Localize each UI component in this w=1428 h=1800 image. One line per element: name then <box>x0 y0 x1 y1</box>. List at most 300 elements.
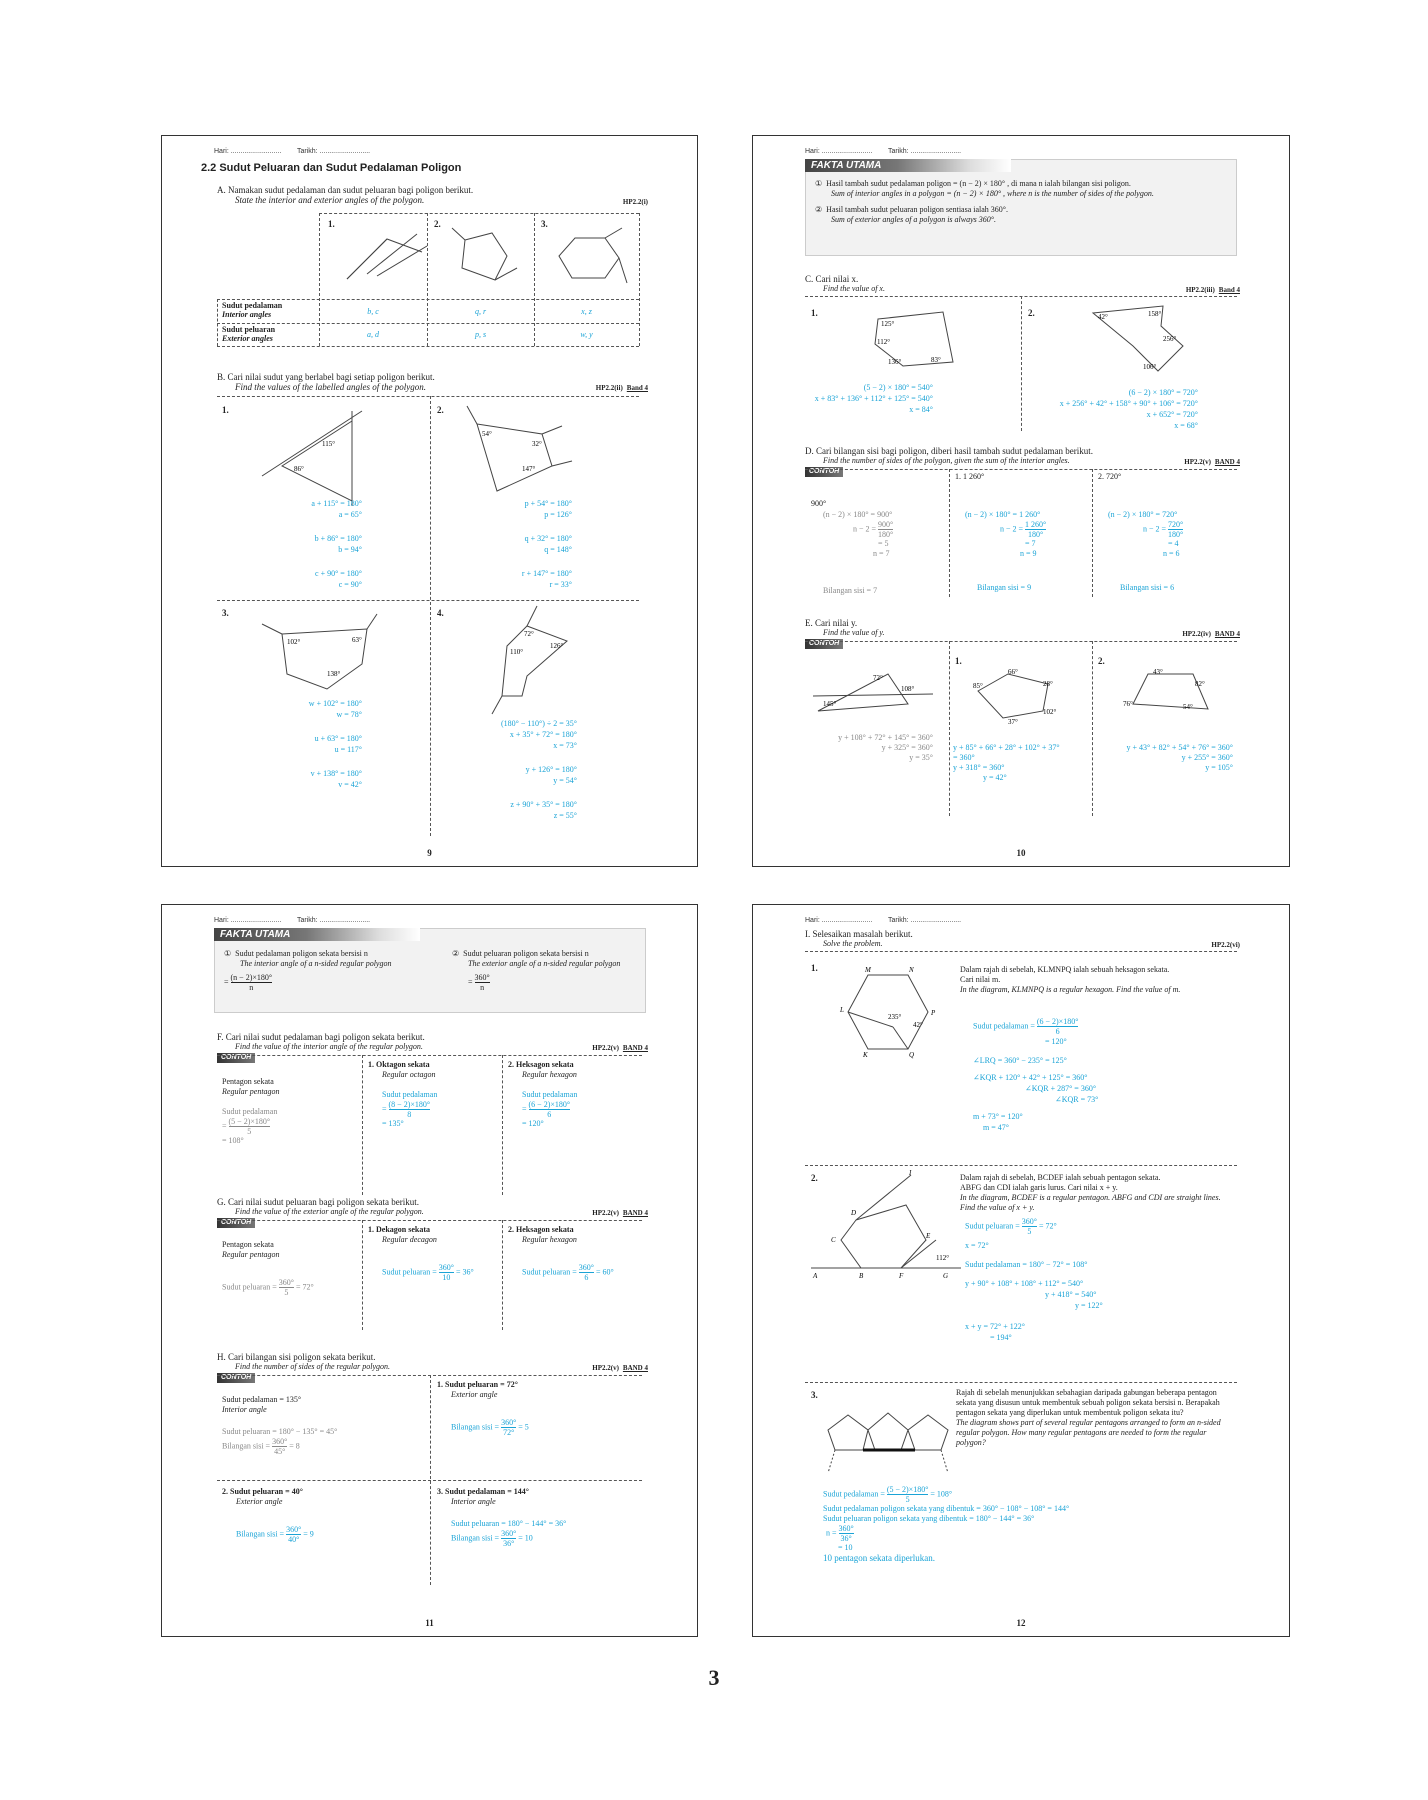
h-q3-english: Interior angle <box>451 1497 496 1506</box>
svg-text:L: L <box>840 1006 844 1014</box>
section-h-band: BAND 4 <box>622 1364 648 1372</box>
b-q3-line-4: u = 117° <box>334 745 362 754</box>
worksheet-page-9 <box>161 135 698 867</box>
e-a1-line-4: y = 42° <box>983 773 1007 782</box>
page-number: 9 <box>427 848 432 858</box>
worksheet-page-10: Hari: .......................... Tarikh: .......................... FAKTA UTAMA ① Hasil tambah sudut pedalaman poligon = (n − 2) × 180° , di mana n ialah bilangan sisi poligon. Sum of interior angles in a polygon = (n − 2) × 180° , where n is the number of sides of the polygon. ② Hasil tambah sudut peluaran poligon sentiasa ialah 360°. Sum of exterior angles of a polygon is always 360°. C. Cari nilai x. Find the value of x. HP2.2(iii) Band 4 1. 125° 112° 136° 83° 2. 42° 158° 256° 106° (5 − 2) × 180° = 540° x + 83° + 136° + 112° + 125° = 540° x = 84° (6 − 2) × 180° = 720° x + 256° + 42° + 158° + 90° + 106° = 720° x + 652° = 720° x = 68° D. Cari bilangan sisi bagi poligon, diberi hasil tambah sudut pedalaman berikut. Find the number of sides of the polygon, given the sum of the interior angles. HP2.2(v) BAND 4 CONTOH 900° (n − 2) × 180° = 900° n − 2 = $\frac{900^\circ}{180^\circ}$ = 5 n = 7 Bilangan sisi = 7 1. 1 260° (n − 2) × 180° = 1 260° n − 2 = $\frac{1 260^\circ}{180^\circ}$ = 7 n = 9 Bilangan sisi = 9 2. 720° (n − 2) × 180° = 720° n − 2 = $\frac{720^\circ}{180^\circ}$ = 4 n = 6 Bilangan sisi = 6 E. Cari nilai y. Find the value of y. HP2.2(iv) BAND 4 CONTOH 1. 2. 72° 108° 145° 85° 66° 28° 102° 37° 43° 82° 76° 54° y + 108° + 72° + 145° = 360° y + 325° = 360° y = 35° y + 85° + 66° + 28° + 102° + 37° = 360° y + 318° = 360° y = 42° y + 43° + 82° + 54° + 76° = 360° y + 255° = 360° y = 105° 10 <box>752 135 1290 867</box>
page-number: 10 <box>1016 848 1026 858</box>
fakta-banner: FAKTA UTAMA <box>214 928 420 941</box>
q3-n-pre: n = <box>826 1528 837 1538</box>
b-q2-line-3: q + 32° = 180° <box>524 534 572 543</box>
g-q2-den: 6 <box>584 1273 589 1282</box>
g-q1-english: Regular decagon <box>382 1235 437 1244</box>
section-e-band: BAND 4 <box>1214 630 1240 638</box>
g-example-answer: = 72° <box>295 1282 314 1292</box>
b-q4-line-6: z + 90° + 35° = 180° <box>510 800 577 809</box>
section-f-ref: HP2.2(v) <box>592 1044 619 1052</box>
svg-text:54°: 54° <box>482 430 492 438</box>
svg-text:72°: 72° <box>873 674 883 682</box>
d-q2-line-1: (n − 2) × 180° = 720° <box>1108 510 1178 519</box>
hari-field: Hari: .......................... <box>214 917 282 924</box>
section-f-band: BAND 4 <box>622 1044 648 1052</box>
section-h-question: H. Cari bilangan sisi poligon sekata berikut. <box>217 1352 376 1362</box>
section-i-question: I. Selesaikan masalah berikut. <box>805 929 913 939</box>
d-example-line-3: = 5 <box>878 539 889 548</box>
fakta-1-den: n <box>249 983 254 992</box>
fakta-1-en: Sum of interior angles in a polygon = (n − 2) × 180° , where n is the number of sides of the polygon. <box>831 189 1154 198</box>
svg-text:66°: 66° <box>1008 668 1018 676</box>
q2-line-7: = 194° <box>990 1333 1012 1342</box>
g-q2-english: Regular hexagon <box>522 1235 577 1244</box>
table-col-2: 2. <box>434 219 441 229</box>
f-q2-den: 6 <box>547 1110 552 1119</box>
h-q2-num: 360° <box>286 1525 302 1534</box>
interior-answer-1: b, c <box>367 307 379 316</box>
d-q1-den: 180° <box>1028 530 1044 539</box>
q3-pre: Sudut pedalaman = <box>823 1489 885 1499</box>
page-number: 12 <box>1016 1618 1026 1628</box>
d-q1-line-4: n = 9 <box>1020 549 1037 558</box>
q1-text-1: Dalam rajah di sebelah, KLMNPQ ialah sebuah heksagon sekata. <box>960 965 1170 974</box>
d-q2-answer: Bilangan sisi = 6 <box>1120 583 1175 592</box>
b-q1-line-5: c + 90° = 180° <box>315 569 362 578</box>
fakta-banner: FAKTA UTAMA <box>805 159 1011 172</box>
h-q2-english: Exterior angle <box>236 1497 283 1506</box>
b-q4-line-3: x = 73° <box>553 741 577 750</box>
fakta-2-ms: Hasil tambah sudut peluaran poligon sentiasa ialah 360°. <box>826 205 1008 214</box>
g-q1-answer: = 36° <box>455 1267 474 1277</box>
e-a2-line-3: y = 105° <box>1205 763 1233 772</box>
e-a1-line-1: y + 85° + 66° + 28° + 102° + 37° <box>953 743 1060 752</box>
section-d-question: D. Cari bilangan sisi bagi poligon, diberi hasil tambah sudut pedalaman berikut. <box>805 446 1093 456</box>
svg-text:M: M <box>865 966 871 974</box>
h-q1-english: Exterior angle <box>451 1390 498 1399</box>
contoh-label: CONTOH <box>217 1218 255 1228</box>
q3-text-1: Rajah di sebelah menunjukkan sebahagian daripada gabungan beberapa pentagon sekata yang disusun untuk membentuk sebuah poligon sekata bersisi n. Berapakah pentagon sekata yang diperlukan untuk membentuk poligon sekata itu? <box>956 1388 1220 1417</box>
q3-line-2: Sudut peluaran poligon sekata yang dibentuk = 180° − 144° = 36° <box>823 1514 1035 1523</box>
svg-text:112°: 112° <box>936 1254 950 1262</box>
fakta-2-num: 360° <box>474 973 490 982</box>
q1-number: 1. <box>811 963 818 973</box>
f-q1-title: 1. Oktagon sekata <box>368 1060 430 1069</box>
b-q4-diagram <box>482 606 592 716</box>
q2-line-3: y + 90° + 108° + 108° + 112° = 540° <box>965 1279 1084 1288</box>
svg-text:85°: 85° <box>973 682 983 690</box>
q2-text-1: Dalam rajah di sebelah, BCDEF ialah sebuah pentagon sekata. <box>960 1173 1161 1182</box>
q2-line-4: y + 418° = 540° <box>1045 1290 1097 1299</box>
e-example-line-3: y = 35° <box>909 753 933 762</box>
g-example-num: 360° <box>278 1278 294 1287</box>
table-col-3: 3. <box>541 219 548 229</box>
svg-text:B: B <box>859 1272 864 1280</box>
section-b-band: Band 4 <box>626 384 648 392</box>
h-q3-answer: = 10 <box>518 1533 533 1543</box>
b-q2-line-6: r = 33° <box>549 580 572 589</box>
svg-text:110°: 110° <box>510 648 524 656</box>
fakta-2-en: Sum of exterior angles of a polygon is always 360°. <box>831 215 996 224</box>
svg-text:32°: 32° <box>532 440 542 448</box>
d-example-num: 900° <box>878 520 894 529</box>
q3-number: 3. <box>811 1390 818 1400</box>
table-col-1: 1. <box>328 219 335 229</box>
e-a2-line-1: y + 43° + 82° + 54° + 76° = 360° <box>1126 743 1233 752</box>
b-q3-number: 3. <box>222 608 229 618</box>
d-example-den: 180° <box>878 530 894 539</box>
c-a1-line-1: (5 − 2) × 180° = 540° <box>863 383 933 392</box>
q2-line-1: x = 72° <box>965 1241 989 1250</box>
q3-n-den: 36° <box>840 1534 852 1543</box>
contoh-label: CONTOH <box>805 467 843 477</box>
f-q1-answer: = 135° <box>382 1119 404 1128</box>
h-example-num: 360° <box>272 1437 288 1446</box>
q1-den: 6 <box>1055 1027 1060 1036</box>
d-q2-given: 2. 720° <box>1098 472 1122 481</box>
section-e-english: Find the value of y. <box>823 628 885 637</box>
e-a1-line-2: = 360° <box>953 753 975 762</box>
section-g-english: Find the value of the exterior angle of the regular polygon. <box>235 1207 424 1216</box>
h-q3-pre: Bilangan sisi = <box>451 1533 500 1543</box>
q3-line-1: Sudut pedalaman poligon sekata yang dibentuk = 360° − 108° − 108° = 144° <box>823 1504 1070 1513</box>
d-q1-given: 1. 1 260° <box>955 472 985 481</box>
triangle-diagram-1 <box>337 224 427 294</box>
contoh-label: CONTOH <box>805 639 843 649</box>
g-q2-pre: Sudut peluaran = <box>522 1267 577 1277</box>
fakta-1-num: (n − 2)×180° <box>230 973 273 982</box>
q1-line-2: ∠LRQ = 360° − 235° = 125° <box>973 1056 1067 1065</box>
svg-text:86°: 86° <box>294 465 304 473</box>
contoh-label: CONTOH <box>217 1053 255 1063</box>
svg-text:37°: 37° <box>1008 718 1018 726</box>
exterior-answer-3: w, y <box>580 330 593 339</box>
b-q1-number: 1. <box>222 405 229 415</box>
e-q2-diagram <box>1113 664 1223 724</box>
svg-text:43°: 43° <box>1153 668 1163 676</box>
g-example-english: Regular pentagon <box>222 1250 280 1259</box>
section-a-question: A. Namakan sudut pedalaman dan sudut peluaran bagi poligon berikut. <box>217 185 474 195</box>
q1-line-1: = 120° <box>1045 1037 1067 1046</box>
g-q2-answer: = 60° <box>595 1267 614 1277</box>
h-q3-line-1: Sudut peluaran = 180° − 144° = 36° <box>451 1519 567 1528</box>
svg-text:Q: Q <box>909 1051 915 1059</box>
svg-text:F: F <box>899 1272 904 1280</box>
worksheet-page-12 <box>752 904 1290 1637</box>
g-example-title: Pentagon sekata <box>222 1240 274 1249</box>
svg-text:112°: 112° <box>877 338 891 346</box>
sheet-number: 3 <box>708 1665 720 1690</box>
svg-text:D: D <box>851 1209 857 1217</box>
exterior-answer-1: a, d <box>367 330 379 339</box>
fakta-2-den: n <box>480 983 485 992</box>
c-a2-line-2: x + 256° + 42° + 158° + 90° + 106° = 720° <box>1059 399 1198 408</box>
svg-text:108°: 108° <box>901 685 915 693</box>
f-example-line-1: Sudut pedalaman <box>222 1107 278 1116</box>
c-q2-diagram <box>1083 301 1223 381</box>
h-q1-answer: = 5 <box>518 1422 529 1432</box>
b-q2-line-2: p = 126° <box>544 510 572 519</box>
f-q2-line-1: Sudut pedalaman <box>522 1090 578 1099</box>
q3-n-num: 360° <box>838 1524 854 1533</box>
row-interior-en: Interior angles <box>222 310 272 319</box>
h-example-given: Sudut pedalaman = 135° <box>222 1395 302 1404</box>
q1-line-6: m + 73° = 120° <box>973 1112 1023 1121</box>
section-g-band: BAND 4 <box>622 1209 648 1217</box>
row-exterior-label: Sudut peluaran <box>222 325 276 334</box>
e-a2-line-2: y + 255° = 360° <box>1181 753 1233 762</box>
g-q1-pre: Sudut peluaran = <box>382 1267 437 1277</box>
fakta-2-ms: Sudut peluaran poligon sekata bersisi n <box>463 949 589 958</box>
f-example-den: 5 <box>247 1127 252 1136</box>
d-example-given: 900° <box>811 499 827 508</box>
d-q2-eq: n − 2 = <box>1143 524 1167 534</box>
q2-line-5: y = 122° <box>1075 1301 1103 1310</box>
q2-number: 2. <box>811 1173 818 1183</box>
q1-line-4: ∠KQR + 287° = 360° <box>1025 1084 1097 1093</box>
section-f-english: Find the value of the interior angle of the regular polygon. <box>235 1042 423 1051</box>
hari-field: Hari: .......................... <box>214 148 282 155</box>
tarikh-field: Tarikh: .......................... <box>297 148 371 155</box>
svg-text:28°: 28° <box>1043 680 1053 688</box>
section-b-english: Find the values of the labelled angles of the polygon. <box>235 382 426 392</box>
d-example-line-1: (n − 2) × 180° = 900° <box>823 510 893 519</box>
svg-text:235°: 235° <box>888 1013 902 1021</box>
g-q2-num: 360° <box>578 1263 594 1272</box>
g-example-den: 5 <box>284 1288 289 1297</box>
q2-line-6: x + y = 72° + 122° <box>965 1322 1025 1331</box>
svg-text:N: N <box>909 966 914 974</box>
section-c-question: C. Cari nilai x. <box>805 274 859 284</box>
worksheet-page-11: Hari: .......................... Tarikh: .......................... FAKTA UTAMA ① Sudut pedalaman poligon sekata bersisi n The interior angle of a n-sided regular polygon = $\frac{(n - 2)\times 180^\circ}{n}$ ② Sudut peluaran poligon sekata bersisi n The exterior angle of a n-sided regular polygon = $\frac{360^\circ}{n}$ F. Cari nilai sudut pedalaman bagi poligon sekata berikut. Find the value of the interior angle of the regular polygon. HP2.2(v) BAND 4 CONTOH Pentagon sekata Regular pentagon Sudut pedalaman = $\frac{(5 - 2)\times 180^\circ}{5}$ = 108° 1. Oktagon sekata Regular octagon Sudut pedalaman = $\frac{(8 - 2)\times 180^\circ}{8}$ = 135° 2. Heksagon sekata Regular hexagon Sudut pedalaman = $\frac{(6 - 2)\times 180^\circ}{6}$ = 120° G. Cari nilai sudut peluaran bagi poligon sekata berikut. Find the value of the exterior angle of the regular polygon. HP2.2(v) BAND 4 CONTOH Pentagon sekata Regular pentagon Sudut peluaran = $\frac{360^\circ}{5}$ = 72° 1. Dekagon sekata Regular decagon Sudut peluaran = $\frac{360^\circ}{10}$ = 36° 2. Heksagon sekata Regular hexagon Sudut peluaran = $\frac{360^\circ}{6}$ = 60° H. Cari bilangan sisi poligon sekata berikut. Find the number of sides of the regular polygon. HP2.2(v) BAND 4 CONTOH Sudut pedalaman = 135° Interior angle Sudut peluaran = 180° − 135° = 45° Bilangan sisi = $\frac{360^\circ}{45^\circ}$ = 8 1. Sudut peluaran = 72° Exterior angle Bilangan sisi = $\frac{360^\circ}{72^\circ}$ = 5 2. Sudut peluaran = 40° Exterior angle Bilangan sisi = $\frac{360^\circ}{40^\circ}$ = 9 3. Sudut pedalaman = 144° Interior angle Sudut peluaran = 180° − 144° = 36° Bilangan sisi = $\frac{360^\circ}{36^\circ}$ = 10 11 <box>161 904 698 1637</box>
q1-pre: Sudut pedalaman = <box>973 1021 1035 1031</box>
q3-text-2: The diagram shows part of several regular pentagons arranged to form an n-sided regular polygon. How many regular pentagons are needed to form the regular polygon? <box>956 1418 1221 1447</box>
svg-text:102°: 102° <box>287 638 301 646</box>
svg-text:158°: 158° <box>1148 310 1162 318</box>
d-example-answer: Bilangan sisi = 7 <box>823 586 878 595</box>
d-q1-answer: Bilangan sisi = 9 <box>977 583 1032 592</box>
b-q1-line-3: b + 86° = 180° <box>314 534 362 543</box>
b-q3-line-2: w = 78° <box>336 710 362 719</box>
h-q1-given: 1. Sudut peluaran = 72° <box>437 1380 518 1389</box>
hari-field: Hari: .......................... <box>805 148 873 155</box>
svg-text:256°: 256° <box>1163 335 1177 343</box>
section-a-english: State the interior and exterior angles of the polygon. <box>235 195 425 205</box>
section-d-ref: HP2.2(v) <box>1184 458 1211 466</box>
section-c-ref: HP2.2(iii) <box>1185 286 1215 294</box>
f-q1-line-1: Sudut pedalaman <box>382 1090 438 1099</box>
svg-text:83°: 83° <box>931 356 941 364</box>
q2-pre: Sudut peluaran = <box>965 1221 1020 1231</box>
b-q3-line-5: v + 138° = 180° <box>310 769 362 778</box>
h-q3-num: 360° <box>501 1529 517 1538</box>
section-c-english: Find the value of x. <box>823 284 885 293</box>
pentagon-diagram-2 <box>447 228 527 288</box>
svg-text:54°: 54° <box>1183 703 1193 711</box>
d-q2-num: 720° <box>1168 520 1184 529</box>
fakta-1-ms: Sudut pedalaman poligon sekata bersisi n <box>235 949 368 958</box>
tarikh-field: Tarikh: .......................... <box>297 917 371 924</box>
svg-text:C: C <box>831 1236 836 1244</box>
hexagon-klmnpq-diagram <box>840 966 938 1059</box>
f-example-english: Regular pentagon <box>222 1087 280 1096</box>
d-q2-den: 180° <box>1168 530 1184 539</box>
q1-line-3: ∠KQR + 120° + 42° + 125° = 360° <box>973 1073 1088 1082</box>
section-d-band: BAND 4 <box>1214 458 1240 466</box>
svg-text:G: G <box>943 1272 949 1280</box>
d-example-line-4: n = 7 <box>873 549 890 558</box>
page-title: 2.2 Sudut Peluaran dan Sudut Pedalaman Poligon <box>201 162 462 174</box>
b-q1-line-4: b = 94° <box>338 545 362 554</box>
svg-text:A: A <box>813 1272 818 1280</box>
q3-line-3: = 10 <box>838 1543 853 1552</box>
svg-text:I: I <box>909 1169 912 1177</box>
svg-text:145°: 145° <box>823 700 837 708</box>
svg-text:72°: 72° <box>524 630 534 638</box>
q2-text-3: In the diagram, BCDEF is a regular pentagon. ABFG and CDI are straight lines. Find the value of x + y. <box>960 1193 1221 1212</box>
row-exterior-en: Exterior angles <box>222 334 273 343</box>
svg-text:126°: 126° <box>550 642 564 650</box>
tarikh-field: Tarikh: .......................... <box>888 917 962 924</box>
section-e-question: E. Cari nilai y. <box>805 618 858 628</box>
d-q2-line-4: n = 6 <box>1163 549 1180 558</box>
d-q1-num: 1 260° <box>1025 520 1047 529</box>
svg-text:P: P <box>931 1009 936 1017</box>
d-example-eq: n − 2 = <box>853 524 877 534</box>
c-a2-line-4: x = 68° <box>1174 421 1198 430</box>
q3-eq: = 108° <box>930 1489 953 1499</box>
b-q4-line-5: y = 54° <box>553 776 577 785</box>
row-interior-label: Sudut pedalaman <box>222 301 283 310</box>
g-q2-title: 2. Heksagon sekata <box>508 1225 574 1234</box>
d-q1-line-1: (n − 2) × 180° = 1 260° <box>965 510 1041 519</box>
f-q2-title: 2. Heksagon sekata <box>508 1060 574 1069</box>
section-g-ref: HP2.2(v) <box>592 1209 619 1217</box>
section-i-ref: HP2.2(vi) <box>1211 941 1240 949</box>
d-q2-line-3: = 4 <box>1168 539 1179 548</box>
b-q4-line-1: (180° − 110°) ÷ 2 = 35° <box>500 719 577 728</box>
section-h-ref: HP2.2(v) <box>592 1364 619 1372</box>
svg-text:147°: 147° <box>522 465 536 473</box>
q3-num: (5 − 2)×180° <box>886 1485 929 1494</box>
b-q2-line-5: r + 147° = 180° <box>521 569 572 578</box>
section-b-ref: HP2.2(ii) <box>595 384 623 392</box>
g-q1-title: 1. Dekagon sekata <box>368 1225 431 1234</box>
b-q4-line-4: y + 126° = 180° <box>525 765 577 774</box>
q2-line-2: Sudut pedalaman = 180° − 72° = 108° <box>965 1260 1088 1269</box>
b-q2-line-1: p + 54° = 180° <box>524 499 572 508</box>
c-a1-line-3: x = 84° <box>909 405 933 414</box>
section-e-ref: HP2.2(iv) <box>1182 630 1211 638</box>
h-q3-den: 36° <box>503 1539 515 1548</box>
page-number: 11 <box>425 1618 434 1628</box>
f-q2-num: (6 − 2)×180° <box>528 1100 571 1109</box>
interior-answer-2: q, r <box>474 307 487 316</box>
q2-eq: = 72° <box>1038 1221 1057 1231</box>
b-q3-line-6: v = 42° <box>338 780 362 789</box>
b-q1-line-1: a + 115° = 180° <box>311 499 362 508</box>
b-q4-number: 4. <box>437 608 444 618</box>
e-example-diagram <box>813 666 943 716</box>
b-q2-line-4: q = 148° <box>544 545 572 554</box>
circled-1-icon: ① <box>815 179 823 188</box>
q1-line-7: m = 47° <box>983 1123 1009 1132</box>
hari-field: Hari: .......................... <box>805 917 873 924</box>
pentagon-bcdef-diagram <box>811 1170 981 1280</box>
section-a-ref: HP2.2(i) <box>622 198 648 206</box>
svg-text:125°: 125° <box>881 320 895 328</box>
b-q2-number: 2. <box>437 405 444 415</box>
h-example-english: Interior angle <box>222 1405 267 1414</box>
svg-text:76°: 76° <box>1123 700 1133 708</box>
q1-line-5: ∠KQR = 73° <box>1055 1095 1099 1104</box>
q2-num: 360° <box>1021 1217 1037 1226</box>
svg-text:K: K <box>863 1051 868 1059</box>
section-i-english: Solve the problem. <box>823 939 883 948</box>
h-example-pre: Bilangan sisi = <box>222 1441 271 1451</box>
svg-text:115°: 115° <box>322 440 336 448</box>
b-q4-line-2: x + 35° + 72° = 180° <box>509 730 577 739</box>
svg-text:42°: 42° <box>913 1021 923 1029</box>
circled-2-icon: ② <box>815 205 823 214</box>
h-q1-pre: Bilangan sisi = <box>451 1422 500 1432</box>
h-q3-given: 3. Sudut pedalaman = 144° <box>437 1487 530 1496</box>
c-a2-line-3: x + 652° = 720° <box>1146 410 1198 419</box>
interior-answer-3: x, z <box>581 307 592 316</box>
b-q3-line-1: w + 102° = 180° <box>308 699 362 708</box>
b-q1-diagram <box>262 411 372 506</box>
h-q2-answer: = 9 <box>303 1529 314 1539</box>
b-q1-line-2: a = 65° <box>338 510 362 519</box>
e-a1-line-3: y + 318° = 360° <box>953 763 1005 772</box>
q2-text-2: ABFG dan CDI ialah garis lurus. Cari nilai x + y. <box>960 1183 1118 1192</box>
q1-num: (6 − 2)×180° <box>1036 1017 1079 1026</box>
h-example-den: 45° <box>274 1447 286 1456</box>
f-example-title: Pentagon sekata <box>222 1077 274 1086</box>
section-c-band: Band 4 <box>1218 286 1240 294</box>
f-q1-english: Regular octagon <box>382 1070 436 1079</box>
hexagon-diagram-3 <box>547 228 632 288</box>
pentagons-arrangement-diagram <box>823 1395 953 1475</box>
h-q1-den: 72° <box>503 1428 515 1437</box>
f-q1-num: (8 − 2)×180° <box>388 1100 431 1109</box>
svg-text:63°: 63° <box>352 636 362 644</box>
fakta-1-ms: Hasil tambah sudut pedalaman poligon = (n − 2) × 180° , di mana n ialah bilangan sisi poligon. <box>826 179 1131 188</box>
e-q1-diagram <box>963 666 1083 726</box>
f-q2-english: Regular hexagon <box>522 1070 577 1079</box>
c-q1-diagram <box>863 304 973 374</box>
svg-text:E: E <box>926 1232 931 1240</box>
d-q1-line-3: = 7 <box>1025 539 1036 548</box>
f-q2-answer: = 120° <box>522 1119 544 1128</box>
q1-text-3: In the diagram, KLMNPQ is a regular hexagon. Find the value of m. <box>960 985 1181 994</box>
circled-2-icon: ② <box>452 949 460 958</box>
e-example-line-2: y + 325° = 360° <box>881 743 933 752</box>
c-a2-line-1: (6 − 2) × 180° = 720° <box>1128 388 1198 397</box>
section-h-english: Find the number of sides of the regular polygon. <box>235 1362 391 1371</box>
b-q1-line-6: c = 90° <box>338 580 362 589</box>
d-q1-eq: n − 2 = <box>1000 524 1024 534</box>
q3-den: 5 <box>905 1495 910 1504</box>
section-g-question: G. Cari nilai sudut peluaran bagi poligon sekata berikut. <box>217 1197 419 1207</box>
h-q1-num: 360° <box>501 1418 517 1427</box>
svg-text:102°: 102° <box>1043 708 1057 716</box>
f-example-answer: = 108° <box>222 1136 244 1145</box>
fakta-2-en: The exterior angle of a n-sided regular polygon <box>468 959 621 968</box>
h-example-line-1: Sudut peluaran = 180° − 135° = 45° <box>222 1427 338 1436</box>
contoh-label: CONTOH <box>217 1373 255 1383</box>
tarikh-field: Tarikh: .......................... <box>888 148 962 155</box>
svg-text:138°: 138° <box>327 670 341 678</box>
svg-text:42°: 42° <box>1098 313 1108 321</box>
section-b-question: B. Cari nilai sudut yang berlabel bagi setiap poligon berikut. <box>217 372 435 382</box>
